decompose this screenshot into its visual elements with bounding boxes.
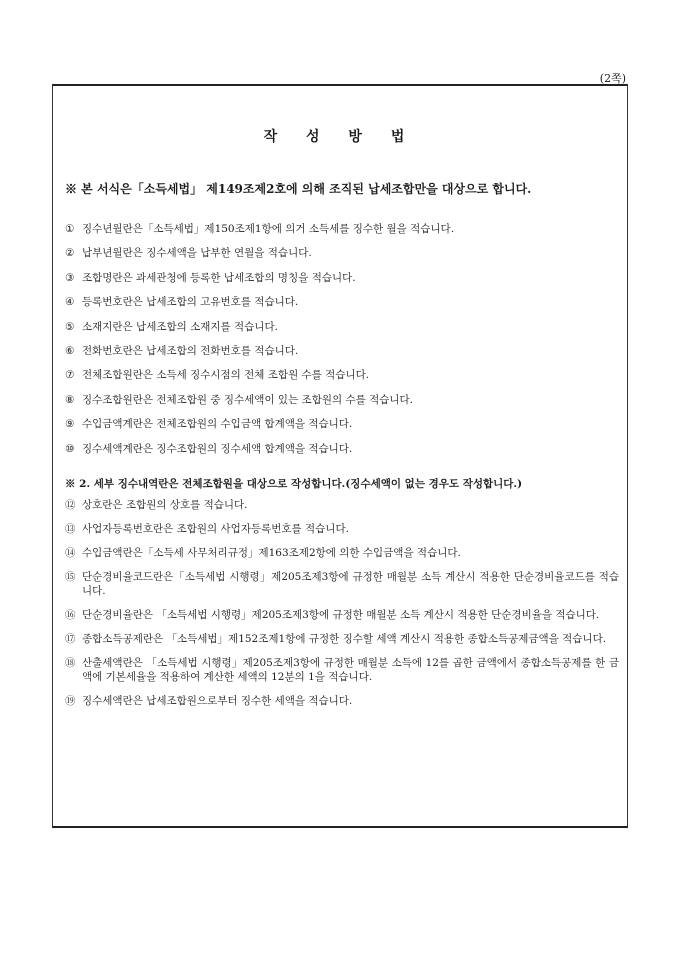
item-text: 징수조합원란은 전체조합원 중 징수세액이 있는 조합원의 수를 적습니다. [82, 393, 413, 406]
instruction-item [65, 320, 619, 344]
item-number: ③ [65, 271, 75, 284]
item-number: ⑯ [65, 609, 76, 621]
item-text: 전체조합원란은 소득세 징수시점의 전체 조합원 수를 적습니다. [82, 369, 370, 382]
item-number: ⑮ [65, 571, 76, 583]
section2-heading: ※ 2. 세부 징수내역란은 전체조합원을 대상으로 작성합니다.(징수세액이 없는 경우도 작성합니다.) [65, 478, 523, 490]
instruction-item [65, 393, 619, 417]
instruction-item [65, 656, 619, 684]
instruction-item [65, 368, 619, 392]
item-text: 등록번호란은 납세조합의 고유번호를 적습니다. [82, 296, 299, 309]
item-text: 징수세액란은 납세조합원으로부터 징수한 세액을 적습니다. [82, 695, 353, 707]
instruction-item [65, 632, 619, 646]
item-number: ⑩ [65, 442, 75, 455]
item-number: ② [65, 247, 75, 260]
item-number: ⑭ [65, 547, 76, 559]
item-text: 조합명란은 과세관청에 등록한 납세조합의 명칭을 적습니다. [82, 271, 356, 284]
instruction-item [65, 498, 619, 512]
instruction-item [65, 608, 619, 622]
item-text: 징수세액계란은 징수조합원의 징수세액 합계액을 적습니다. [82, 442, 353, 455]
item-number: ⑧ [65, 393, 75, 406]
instruction-item [65, 222, 619, 246]
item-text: 징수년월란은「소득세법」제150조제1항에 의거 소득세를 징수한 월을 적습니다. [82, 223, 455, 235]
instruction-item [65, 344, 619, 368]
item-text: 수입금액란은「소득세 사무처리규정」제163조제2항에 의한 수입금액을 적습니다. [82, 547, 461, 559]
instruction-item [65, 246, 619, 270]
item-text: 전화번호란은 납세조합의 전화번호를 적습니다. [82, 344, 299, 357]
instruction-item [65, 694, 619, 708]
item-text: 단순경비율코드란은「소득세법 시행령」제205조제3항에 규정한 매월분 소득 계산시 적용한 단순경비율코드를 적습니다. [82, 571, 619, 597]
item-text: 종합소득공제란은 「소득세법」제152조제1항에 규정한 징수할 세액 계산시 적용한 종합소득공제금액을 적습니다. [82, 633, 607, 645]
item-text: 상호란은 조합원의 상호를 적습니다. [82, 499, 248, 511]
item-text: 소재지란은 납세조합의 소재지를 적습니다. [82, 320, 278, 333]
item-number: ⑤ [65, 320, 75, 333]
item-text: 사업자등록번호란은 조합원의 사업자등록번호를 적습니다. [82, 523, 349, 535]
instruction-item [65, 442, 619, 466]
document-title: 작 성 방 법 [263, 129, 417, 145]
item-number: ⑰ [65, 633, 76, 645]
item-number: ⑱ [65, 657, 76, 669]
item-number: ⑦ [65, 369, 75, 382]
item-number: ④ [65, 296, 75, 309]
item-number: ⑲ [65, 695, 76, 707]
instruction-item [65, 271, 619, 295]
item-number: ① [65, 223, 75, 235]
item-text: 산출세액란은 「소득세법 시행령」제205조제3항에 규정한 매월분 소득에 12를 곱한 금액에서 종합소득공제를 한 금액에 기본세율을 적용하여 계산한 세액의 12분의 1을 적습니다. [82, 657, 619, 683]
instruction-item [65, 522, 619, 536]
instruction-item [65, 570, 619, 598]
instruction-frame [52, 84, 628, 828]
section1-heading: ※ 본 서식은「소득세법」 제149조제2호에 의해 조직된 납세조합만을 대상으로 합니다. [65, 182, 532, 196]
item-text: 단순경비율란은 「소득세법 시행령」제205조제3항에 규정한 매월분 소득 계산시 적용한 단순경비율을 적습니다. [82, 609, 600, 621]
item-number: ⑨ [65, 418, 75, 431]
item-number: ⑥ [65, 344, 75, 357]
instruction-item [65, 417, 619, 441]
page-number-label: (2쪽) [599, 72, 626, 85]
instruction-list-1 [65, 222, 619, 466]
item-text: 납부년월란은 징수세액을 납부한 연월을 적습니다. [82, 247, 312, 260]
item-text: 수입금액계란은 전체조합원의 수입금액 합계액을 적습니다. [82, 418, 353, 431]
instruction-item [65, 295, 619, 319]
item-number: ⑫ [65, 499, 76, 511]
instruction-item [65, 546, 619, 560]
instruction-list-2 [65, 498, 619, 718]
item-number: ⑬ [65, 523, 76, 535]
